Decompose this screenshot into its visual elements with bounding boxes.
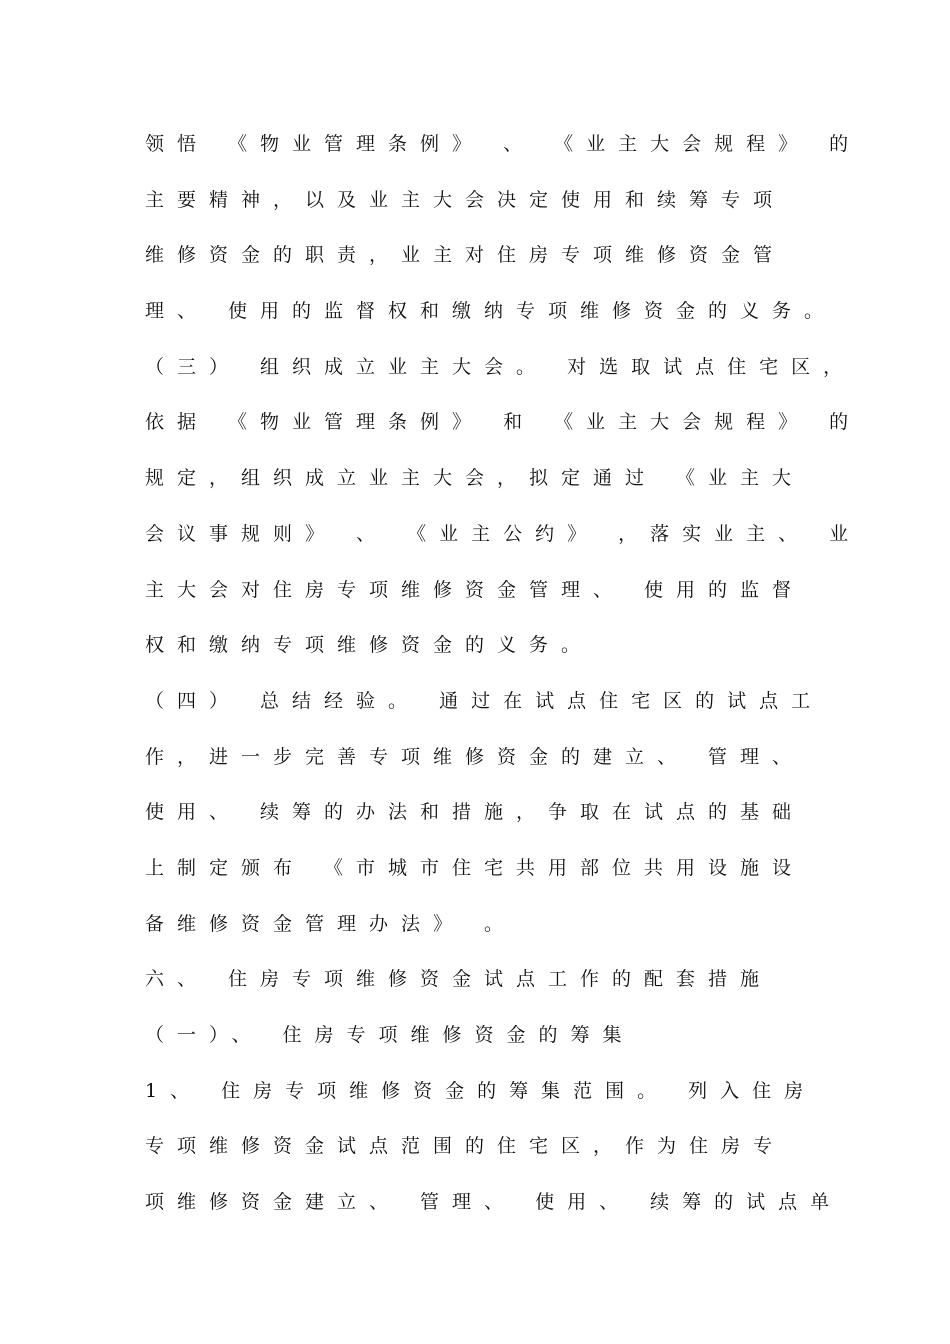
text-line: 权和缴纳专项维修资金的义务。 xyxy=(145,634,594,657)
text-line: 作，进一步完善专项维修资金的建立、 管理、 xyxy=(145,745,805,768)
chapter-heading-line: 六、 住房专项维修资金试点工作的配套措施 xyxy=(145,968,773,991)
text-line: 会议事规则》 、 《业主公约》 ，落实业主、 业 xyxy=(145,522,862,545)
section-heading-line: （四） 总结经验。 通过在试点住宅区的试点工 xyxy=(145,689,824,712)
text-line: 项维修资金建立、 管理、 使用、 续筹的试点单 xyxy=(145,1191,843,1214)
document-body xyxy=(145,128,862,1242)
text-line: 规定，组织成立业主大会，拟定通过 《业主大 xyxy=(145,467,805,490)
text-line: 备维修资金管理办法》 。 xyxy=(145,912,517,935)
text-line: 依据 《物业管理条例》 和 《业主大会规程》 的 xyxy=(145,411,862,434)
text-line: 领悟 《物业管理条例》 、 《业主大会规程》 的 xyxy=(145,133,862,155)
section-heading-line: （三） 组织成立业主大会。 对选取试点住宅区， xyxy=(145,355,856,378)
text-line: 理、 使用的监督权和缴纳专项维修资金的义务。 xyxy=(145,300,837,323)
text-line: 维修资金的职责，业主对住房专项维修资金管 xyxy=(145,244,786,267)
text-line: 主要精神，以及业主大会决定使用和续筹专项 xyxy=(145,188,786,211)
text-line: 使用、 续筹的办法和措施，争取在试点的基础 xyxy=(145,801,805,824)
text-line: 专项维修资金试点范围的住宅区，作为住房专 xyxy=(145,1135,786,1158)
subsection-heading-line: （一）、 住房专项维修资金的筹集 xyxy=(145,1024,635,1046)
text-line: 上制定颁布 《市城市住宅共用部位共用设施设 xyxy=(145,856,805,879)
text-line: 1、 住房专项维修资金的筹集范围。 列入住房 xyxy=(145,1079,817,1102)
text-line: 主大会对住房专项维修资金管理、 使用的监督 xyxy=(145,578,805,601)
